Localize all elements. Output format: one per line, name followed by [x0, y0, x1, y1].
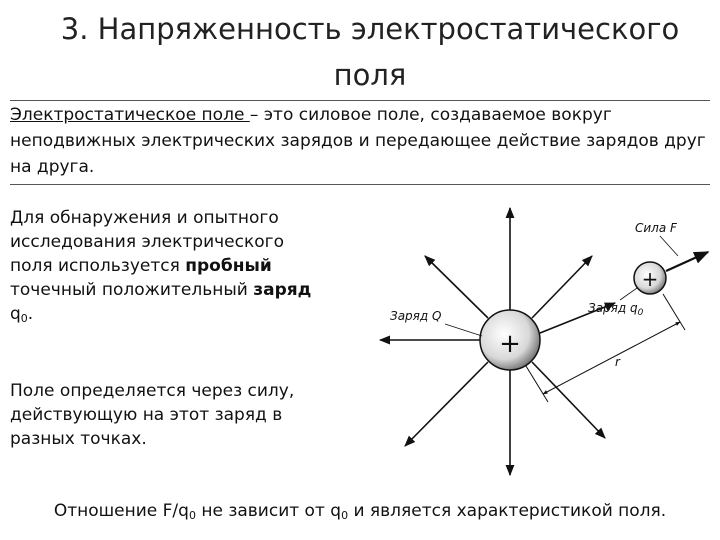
test-charge-sign: + [641, 267, 659, 291]
label-charge-q0-pointer [620, 288, 637, 300]
conclusion-line [10, 498, 710, 524]
field-line-lower-left [405, 362, 488, 446]
label-charge-q0 [588, 301, 644, 318]
distance-tick-source [526, 366, 548, 402]
label-force-pointer [660, 236, 678, 256]
divider-middle [10, 184, 710, 185]
distance-line [543, 322, 680, 394]
title-line-2: поля [333, 58, 407, 92]
test-charge-paragraph [10, 206, 330, 326]
p1-bold-probe: пробный [185, 256, 272, 276]
slide-title [40, 6, 700, 98]
label-r: r [615, 355, 620, 369]
conclusion-part-1: Отношение F/q [53, 501, 189, 521]
p1-bold-charge: заряд [253, 280, 312, 300]
label-charge-q0-text: Заряд q [588, 301, 638, 315]
definition-text: это силовое поле, создаваемое вокруг неподвижных электрических зарядов и передающее действие зарядов друг на друга. [10, 105, 706, 177]
definition-paragraph [10, 102, 710, 180]
definition-term: Электростатическое поле [10, 105, 250, 125]
label-force: Сила F [635, 221, 677, 235]
conclusion-part-3: и является характеристикой поля. [348, 501, 667, 521]
conclusion-part-2: не зависит от q [195, 501, 342, 521]
p1-charge-symbol: q [10, 304, 21, 324]
divider-top [10, 100, 710, 101]
field-diagram [330, 188, 720, 488]
conclusion-sub-1: 0 [188, 509, 196, 522]
force-paragraph: Поле определяется через силу, действующую на этот заряд в разных точках. [10, 381, 295, 449]
field-line-lower-right [532, 362, 605, 438]
label-charge-q-pointer [445, 324, 482, 336]
force-arrow [666, 252, 708, 271]
title-line-1: 3. Напряженность электростатического [60, 12, 680, 46]
conclusion-sub-2: 0 [341, 509, 349, 522]
field-line-upper-right [532, 256, 592, 318]
p1-charge-subscript: 0 [20, 312, 28, 325]
p1-text-before: Для обнаружения и опытного исследования электрического поля используется [10, 208, 284, 276]
p1-text-mid: точечный положительный [10, 280, 254, 300]
label-charge-q: Заряд Q [390, 309, 442, 323]
definition-dash: – [249, 105, 259, 125]
label-charge-q0-sub: 0 [637, 308, 644, 318]
p1-end: . [27, 304, 34, 324]
source-charge-sign: + [499, 329, 521, 359]
